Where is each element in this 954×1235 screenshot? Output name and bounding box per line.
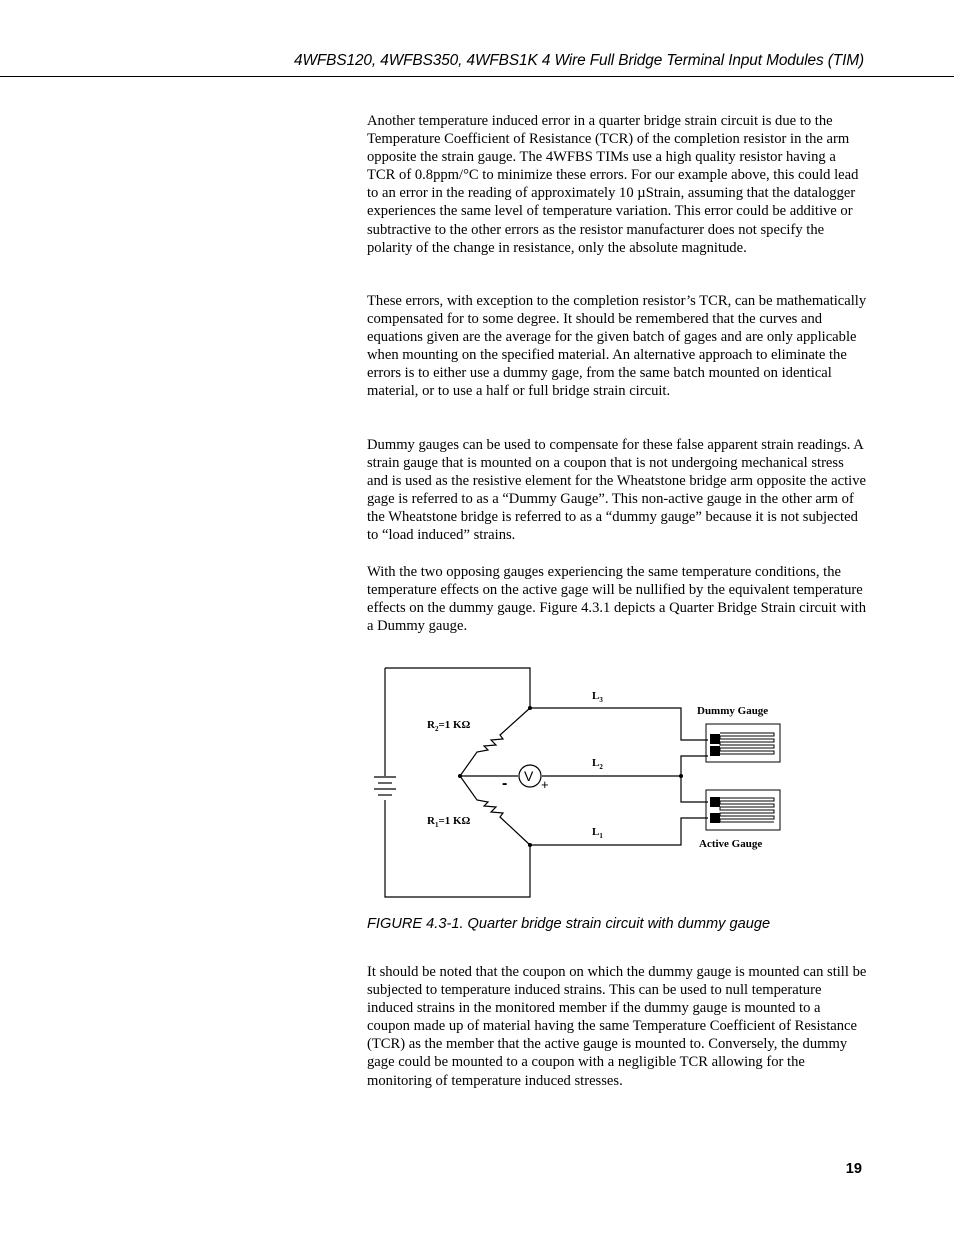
quarter-bridge-circuit-diagram bbox=[367, 660, 787, 905]
paragraph-opposing-gauges: With the two opposing gauges experiencing the same temperature conditions, the temperature effects on the active gage will be nullified by the equivalent temperature effects on the dummy gauge. Figure 4.3.1 depicts a Quarter Bridge Strain circuit with a Dummy gauge. bbox=[367, 564, 867, 635]
l3-label: $L_3$ bbox=[592, 690, 603, 704]
wire-to-active-upper bbox=[681, 776, 708, 802]
node-bottom bbox=[528, 843, 532, 847]
wire-to-dummy-lower bbox=[681, 756, 708, 776]
r1-label: $R_1=1$ KΩ bbox=[427, 815, 471, 829]
dummy-tab-1 bbox=[710, 734, 720, 744]
wire-l1 bbox=[530, 818, 708, 845]
header-rule bbox=[0, 76, 954, 77]
paragraph-tcr-error: Another temperature induced error in a quarter bridge strain circuit is due to the Temperature Coefficient of Resistance (TCR) of the completion resistor in the arm opposite the strain gauge. The 4WFBS TIMs use a high quality resistor having a TCR of 0.8ppm/°C to minimize these errors. For our example above, this could lead to an error in the reading of approximately 10 µStrain, assuming that the datalogger experiences the same level of temperature variation. This error could be additive or subtractive to the other errors as the resistor manufacturer does not specify the polarity of the change in resistance, only the absolute magnitude. bbox=[367, 113, 859, 256]
active-gauge-label: Active Gauge bbox=[699, 838, 763, 850]
node-top bbox=[528, 706, 532, 710]
voltmeter-minus: - bbox=[502, 775, 508, 792]
paragraph-coupon-note: It should be noted that the coupon on which the dummy gauge is mounted can still be subjected to temperature induced strains. This can be used to null temperature induced strains in the monitored member if the dummy gauge is mounted to a coupon made up of material having the same Temperature Coefficient of Resistance (TCR) as the member that the active gauge is mounted to. Conversely, the dummy gage could be mounted to a coupon with a negligible TCR allowing for the monitoring of temperature induced stresses. bbox=[367, 964, 867, 1089]
l1-label: $L_1$ bbox=[592, 826, 603, 840]
active-tab-2 bbox=[710, 813, 720, 823]
dummy-gauge-label: Dummy Gauge bbox=[697, 705, 769, 717]
paragraph-dummy-gauges: Dummy gauges can be used to compensate for these false apparent strain readings. A strain gauge that is mounted on a coupon that is not undergoing mechanical stress and is used as the resistive element for the Wheatstone bridge arm opposite the active gage is referred to as a “Dummy Gauge”. This non-active gauge in the other arm of the Wheatstone bridge is referred to as a “dummy gauge” because it is not subjected to “load induced” strains. bbox=[367, 437, 867, 544]
resistor-r1 bbox=[460, 776, 530, 845]
r2-label: $R_2=1$ KΩ bbox=[427, 719, 471, 733]
node-left bbox=[458, 774, 462, 778]
l2-label: $L_2$ bbox=[592, 757, 603, 771]
wire-top-left bbox=[385, 668, 530, 708]
paragraph-compensation: These errors, with exception to the completion resistor’s TCR, can be mathematically compensated for to some degree. It should be remembered that the curves and equations given are the average for the given batch of gages and are only applicable when mounting on the specified material. An alternative approach to eliminate the errors is to either use a dummy gage, from the same batch mounted on identical material, or to use a half or full bridge strain circuit. bbox=[367, 293, 867, 400]
dummy-tab-2 bbox=[710, 746, 720, 756]
figure-caption: FIGURE 4.3-1. Quarter bridge strain circuit with dummy gauge bbox=[367, 916, 771, 932]
node-right bbox=[679, 774, 683, 778]
voltmeter-plus: + bbox=[541, 777, 549, 792]
wire-l3 bbox=[530, 708, 708, 740]
active-gauge-grid bbox=[720, 798, 774, 822]
active-tab-1 bbox=[710, 797, 720, 807]
resistor-r2 bbox=[460, 708, 530, 776]
page-number: 19 bbox=[845, 1161, 862, 1177]
dummy-gauge-grid bbox=[720, 733, 774, 754]
running-header: 4WFBS120, 4WFBS350, 4WFBS1K 4 Wire Full Bridge Terminal Input Modules (TIM) bbox=[294, 52, 864, 69]
voltmeter-label: V bbox=[524, 768, 534, 784]
